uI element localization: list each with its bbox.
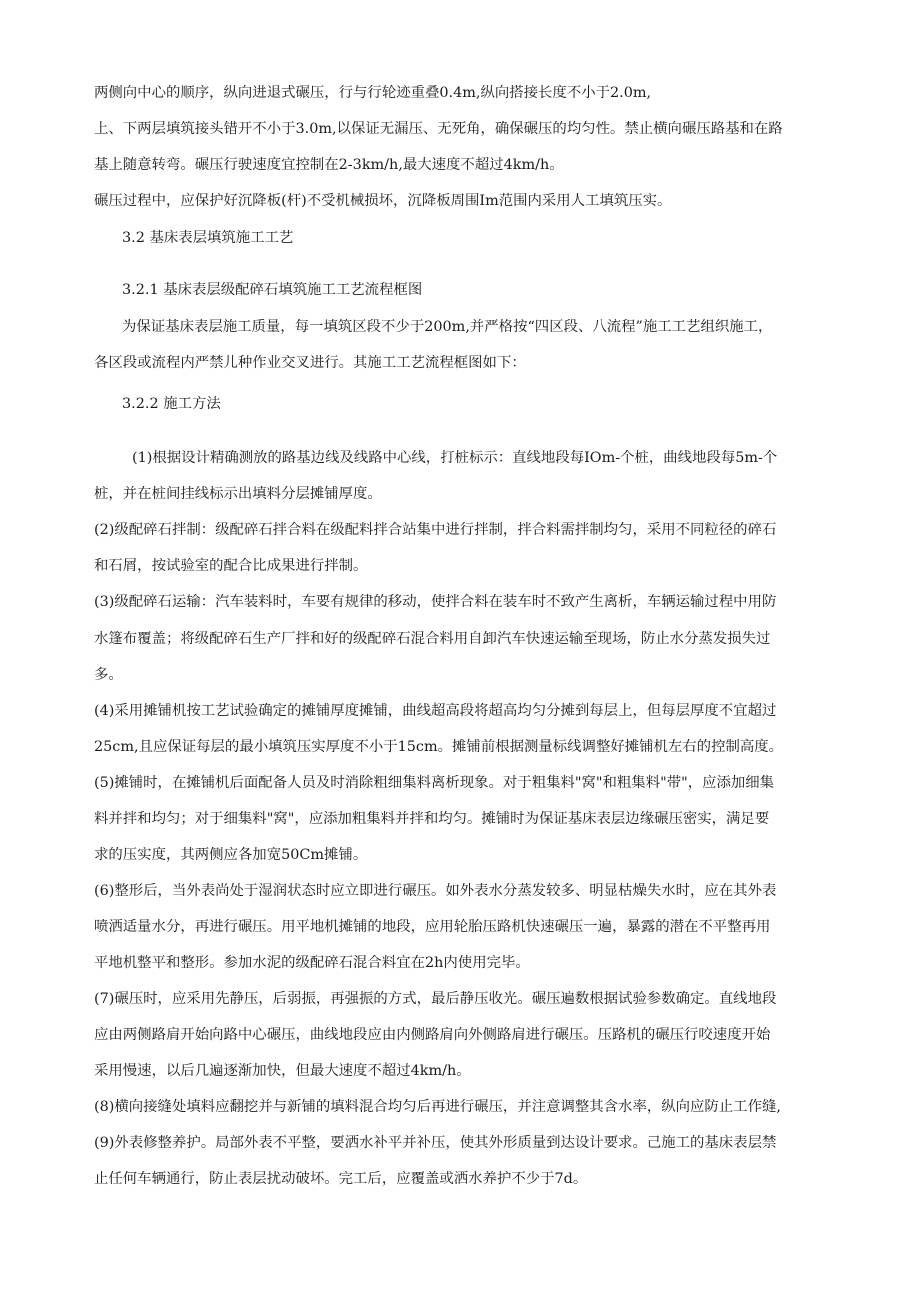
section-heading-3-2-2: 3.2.2 施工方法 (122, 396, 221, 412)
text-line-13: 和石屑，按试验室的配合比成果进行拌制。 (94, 558, 368, 574)
section-heading-3-2: 3.2 基床表层填筑施工工艺 (122, 230, 294, 246)
text-line-22: (6)整形后，当外表尚处于湿润状态时应立即进行碾压。如外表水分蒸发较多、明显枯燥失水时，应在其外表 (94, 883, 777, 899)
text-line-8: 各区段或流程内严禁儿种作业交叉进行。其施工工艺流程框图如下： (94, 355, 526, 371)
text-line-29: (9)外表修整养护。局部外表不平整，要洒水补平并补压，使其外形质量到达设计要求。己施工的基床表层禁 (94, 1135, 777, 1151)
text-line-2: 上、下两层填筑接头错开不小于3.0m,以保证无漏压、无死角，确保碾压的均匀性。禁止横向碾压路基和在路 (94, 121, 783, 137)
text-line-1: 两侧向中心的顺序，纵向进退式碾压，行与行轮迹重叠0.4m,纵向搭接长度不小于2.0m, (94, 85, 652, 101)
text-line-18: 25cm,且应保证每层的最小填筑压实厚度不小于15cm。摊铺前根据测量标线调整好摊铺机左右的控制高度。 (94, 739, 784, 755)
section-heading-3-2-1: 3.2.1 基床表层级配碎石填筑施工工艺流程框图 (122, 282, 423, 298)
text-line-28: (8)横向接缝处填料应翻挖并与新铺的填料混合均匀后再进行碾压，并注意调整其含水率，纵向应防止工作缝, (94, 1099, 781, 1115)
text-line-24: 平地机整平和整形。参加水泥的级配碎石混合料宜在2h内使用完毕。 (94, 955, 530, 971)
text-line-17: (4)采用摊铺机按工艺试验确定的摊铺厚度摊铺，曲线超高段将超高均匀分摊到每层上，但每层厚度不宜超过 (94, 703, 777, 719)
text-line-27: 采用慢速，以后几遍逐渐加快，但最大速度不超过4km/h。 (94, 1063, 471, 1079)
text-line-11: 桩，并在桩间挂线标示出填料分层摊铺厚度。 (94, 486, 382, 502)
text-line-4: 碾压过程中，应保护好沉降板(杆)不受机械损坏，沉降板周围Im范围内采用人工填筑压实。 (94, 193, 672, 209)
text-line-25: (7)碾压时，应采用先静压，后弱振，再强振的方式，最后静压收光。碾压遍数根据试验参数确定。直线地段 (94, 991, 777, 1007)
text-line-14: (3)级配碎石运输：汽车装料时，车要有规律的移动，使拌合料在装车时不致产生离析，车辆运输过程中用防 (94, 594, 777, 610)
text-line-7: 为保证基床表层施工质量，每一填筑区段不少于200m,并严格按“四区段、八流程”施工工艺组织施工， (122, 319, 773, 335)
text-line-23: 喷洒适量水分，再进行碾压。用平地机摊铺的地段，应用轮胎压路机快速碾压一遍，暴露的潜在不平整再用 (94, 919, 771, 935)
text-line-20: 料并拌和均匀；对于细集料"窝"，应添加粗集料并拌和均匀。摊铺时为保证基床表层边缘碾压密实，满足要 (94, 811, 770, 827)
text-line-15: 水篷布覆盖；将级配碎石生产厂拌和好的级配碎石混合料用自卸汽车快速运输至现场，防止水分蒸发损失过 (94, 631, 771, 647)
text-line-21: 求的压实度，其两侧应各加宽50Cm摊铺。 (94, 847, 368, 863)
text-line-3: 基上随意转弯。碾压行驶速度宜控制在2-3km/h,最大速度不超过4km/h。 (94, 157, 564, 173)
text-line-26: 应由两侧路肩开始向路中心碾压，曲线地段应由内侧路肩向外侧路肩进行碾压。压路机的碾压行咬速度开始 (94, 1027, 771, 1043)
text-line-12: (2)级配碎石拌制：级配碎石拌合料在级配料拌合站集中进行拌制，拌合料需拌制均匀，采用不同粒径的碎石 (94, 522, 777, 538)
text-line-16: 多。 (94, 667, 123, 683)
text-line-30: 止任何车辆通行，防止表层扰动破坏。完工后，应覆盖或洒水养护不少于7d。 (94, 1171, 588, 1187)
text-line-10: (1)根据设计精确测放的路基边线及线路中心线，打桩标示：直线地段每IOm-个桩，曲线地段每5m-个 (132, 450, 778, 466)
text-line-19: (5)摊铺时，在摊铺机后面配备人员及时消除粗细集料离析现象。对于粗集料"窝"和粗集料"带"，应添加细集 (94, 775, 775, 791)
